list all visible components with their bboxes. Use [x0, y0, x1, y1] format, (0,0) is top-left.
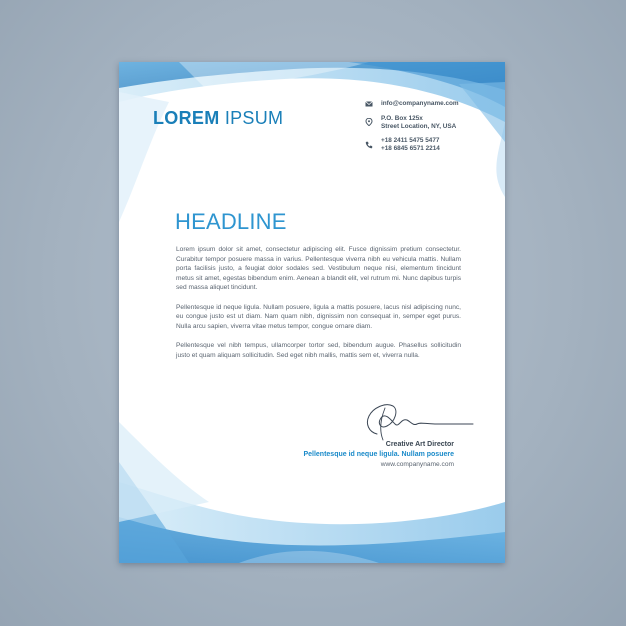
mail-icon: [365, 100, 373, 108]
signatory-tagline: Pellentesque id neque ligula. Nullam posuere: [303, 451, 454, 458]
logo-word-1: LOREM: [153, 108, 220, 128]
body-text: [176, 245, 461, 370]
email-text: info@companyname.com: [381, 100, 459, 107]
letterhead-page: [119, 62, 505, 563]
headline: HEADLINE: [175, 209, 287, 234]
website-link[interactable]: www.companyname.com: [380, 461, 454, 468]
logo-word-2: IPSUM: [224, 108, 284, 128]
phone-1: +18 2411 5475 5477: [381, 137, 440, 144]
paragraph: Pellentesque id neque ligula. Nullam posuere, ligula a mattis posuere, lacus nisl adipiscing nunc, eu congue justo est ut diam. Nam quam nibh, dignissim non consequat in, semper eget purus. Nulla arcu sapien, viverra vitae metus tempor, congue ornare diam.: [176, 303, 461, 330]
address-line-1: P.O. Box 125x: [381, 115, 423, 122]
company-logo: [153, 108, 283, 129]
paragraph: Pellentesque vel nibh tempus, ullamcorper tortor sed, bibendum augue. Phasellus sollicitudin justo et quam aliquam sollicitudin. Sed eget nibh mallis, mattis sem et, viverra nulla.: [176, 342, 461, 359]
signatory-role: Creative Art Director: [385, 441, 454, 448]
phone-icon: [365, 141, 373, 149]
phone-2: +18 6845 6571 2214: [381, 145, 440, 153]
address-line-2: Street Location, NY, USA: [381, 123, 457, 131]
location-pin-icon: [365, 118, 373, 126]
paragraph: Lorem ipsum dolor sit amet, consectetur adipiscing elit. Fusce dignissim pretium consectetur. Curabitur tempor posuere massa in varius. Pellentesque viverra nibh eu vehicula mattis. Nullam porta facilisis justo, a feugiat dolor sodales sed. Vestibulum neque nisi, elementum tincidunt metus sit amet, egestas bibendum enim. Aenean a blandit elit, vel rutrum mi. Nunc dapibus turpis sed massa aliquet tincidunt.: [176, 246, 461, 291]
signature: [355, 396, 475, 442]
